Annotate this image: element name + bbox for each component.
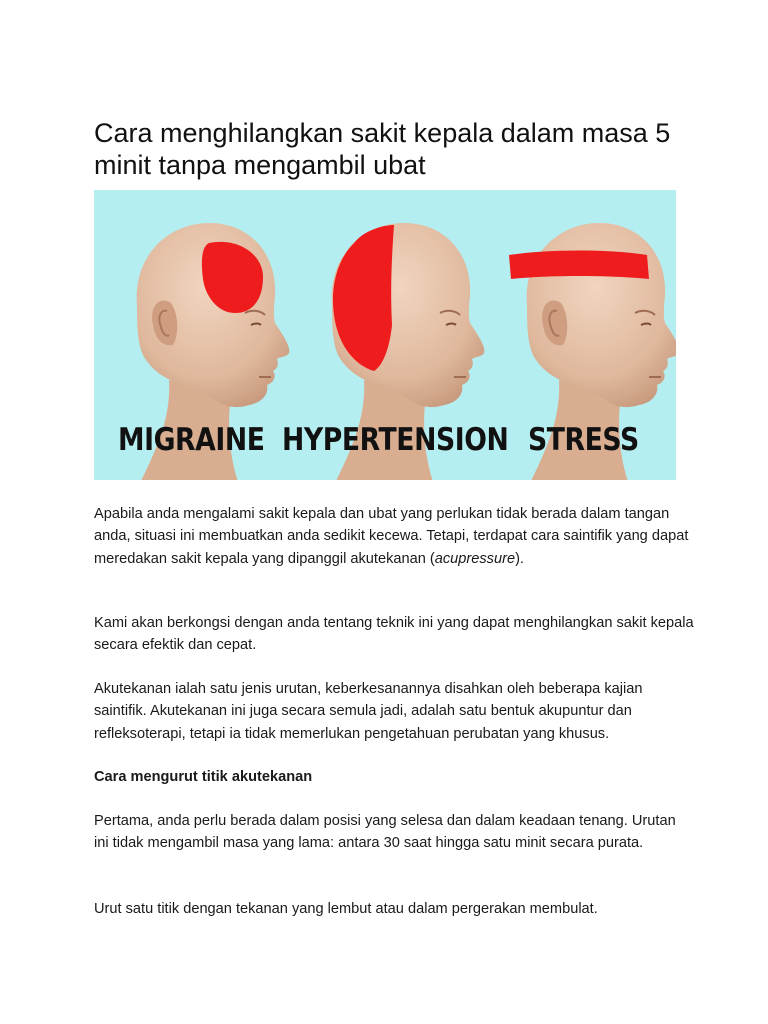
label-stress: STRESS bbox=[528, 422, 639, 458]
acupressure-term: acupressure bbox=[434, 550, 516, 567]
paragraph-1-text: Apabila anda mengalami sakit kepala dan ubat yang perlukan tidak berada dalam tangan anda, situasi ini membuatkan anda sedikit kecewa. Tetapi, terdapat cara saintifik yang dapat meredakan sakit kepala yang dipanggil akutekanan ( bbox=[94, 506, 689, 567]
paragraph-5: Urut satu titik dengan tekanan yang lembut atau dalam pergerakan membulat. bbox=[94, 901, 598, 917]
paragraph-2: Kami akan berkongsi dengan anda tentang teknik ini yang dapat menghilangkan sakit kepala secara efektik dan cepat. bbox=[94, 615, 694, 654]
paragraph-1-end: ). bbox=[515, 550, 524, 567]
label-migraine: MIGRAINE bbox=[118, 422, 265, 458]
paragraph-3: Akutekanan ialah satu jenis urutan, keberkesanannya disahkan oleh beberapa kajian saintifik. Akutekanan ini juga secara semula jadi, adalah satu bentuk akupuntur dan refleksoterapi, tetapi ia tidak memerlukan pengetahuan perubatan yang khusus. bbox=[94, 681, 643, 742]
section-heading: Cara mengurut titik akutekanan bbox=[94, 769, 313, 785]
label-hypertension: HYPERTENSION bbox=[282, 422, 509, 458]
document-title: Cara menghilangkan sakit kepala dalam masa 5 minit tanpa mengambil ubat bbox=[94, 118, 671, 180]
paragraph-4: Pertama, anda perlu berada dalam posisi yang selesa dan dalam keadaan tenang. Urutan ini tidak mengambil masa yang lama: antara 30 saat hingga satu minit secara purata. bbox=[94, 813, 676, 852]
paragraph-1 bbox=[94, 503, 694, 570]
